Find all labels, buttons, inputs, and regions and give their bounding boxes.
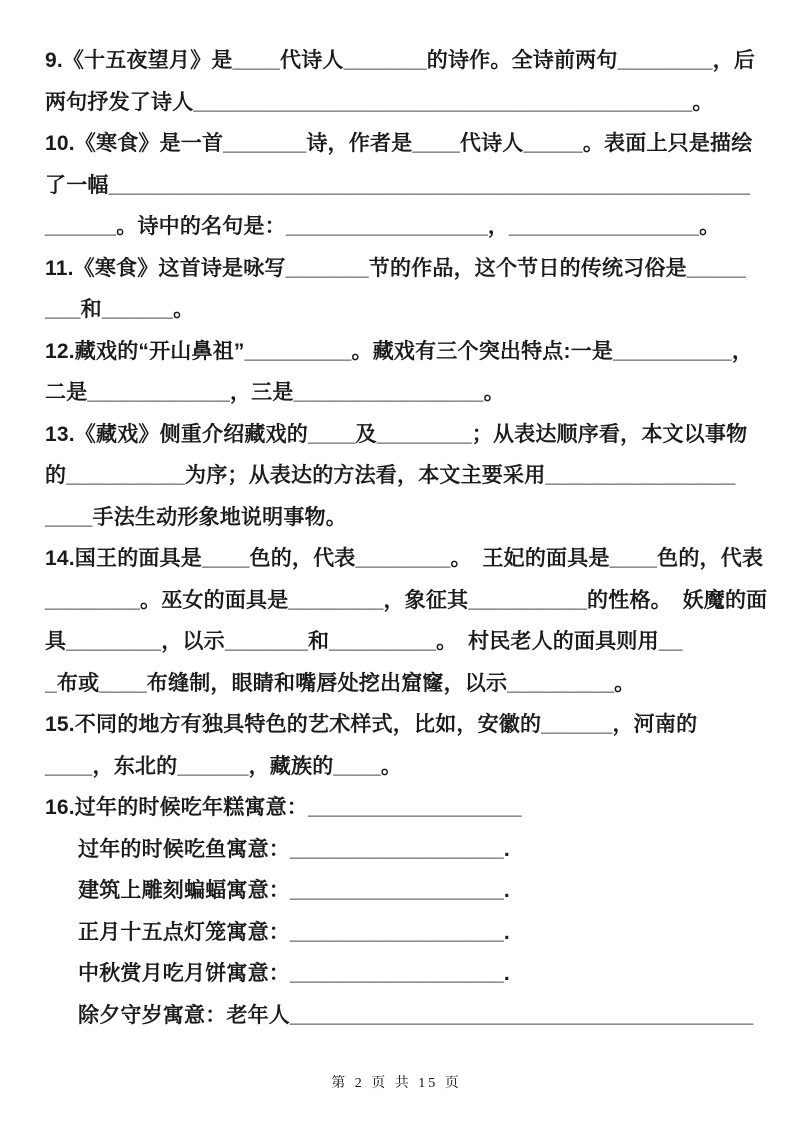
question-line: _布或____布缝制，眼睛和嘴唇处挖出窟窿，以示_________。 xyxy=(45,671,636,695)
question-line: 了一幅______________________________________________________ xyxy=(45,173,751,197)
question-line: 9.《十五夜望月》是____代诗人_______的诗作。全诗前两句________，后 xyxy=(45,49,756,72)
question-line: 13.《藏戏》侧重介绍藏戏的____及________；从表达顺序看，本文以事物 xyxy=(45,422,748,446)
question-line: 16.过年的时候吃年糕寓意：__________________ xyxy=(45,796,522,819)
question-line: 过年的时候吃鱼寓意：__________________. xyxy=(78,837,510,861)
question-line: 二是____________，三是________________。 xyxy=(45,381,505,404)
page-number: 第 2 页 共 15 页 xyxy=(331,1076,462,1091)
page-footer xyxy=(0,1072,793,1092)
question-line: 建筑上雕刻蝙蝠寓意：__________________. xyxy=(78,879,510,902)
question-line: ____手法生动形象地说明事物。 xyxy=(45,505,347,529)
question-line: 15.不同的地方有独具特色的艺术样式，比如，安徽的______，河南的 xyxy=(45,713,698,736)
question-line: 的__________为序；从表达的方法看，本文主要采用________________ xyxy=(45,464,736,487)
question-line: ______。诗中的名句是：_________________，________________。 xyxy=(45,215,721,238)
question-line: 14.国王的面具是____色的，代表________。 王妃的面具是____色的，代表 xyxy=(45,547,764,570)
question-line: 除夕守岁寓意：老年人_______________________________________ xyxy=(78,1003,754,1027)
question-line: 正月十五点灯笼寓意：__________________. xyxy=(78,920,510,944)
question-line: 10.《寒食》是一首_______诗，作者是____代诗人_____。表面上只是描绘 xyxy=(45,132,753,155)
question-line: 中秋赏月吃月饼寓意：__________________. xyxy=(78,962,510,985)
question-line: 两句抒发了诗人__________________________________________。 xyxy=(45,90,714,114)
question-line: ____，东北的______，藏族的____。 xyxy=(45,754,403,778)
question-line: ________。巫女的面具是________，象征其__________的性格。 妖魔的面 xyxy=(45,588,768,612)
question-line: 11.《寒食》这首诗是咏写_______节的作品，这个节日的传统习俗是_____ xyxy=(45,256,747,280)
question-line: 12.藏戏的“开山鼻祖”_________。藏戏有三个突出特点:一是__________， xyxy=(45,339,754,363)
question-line: 具________，以示_______和_________。 村民老人的面具则用__ xyxy=(45,630,683,653)
document-body xyxy=(45,40,768,1036)
question-line: ___和______。 xyxy=(45,298,195,321)
